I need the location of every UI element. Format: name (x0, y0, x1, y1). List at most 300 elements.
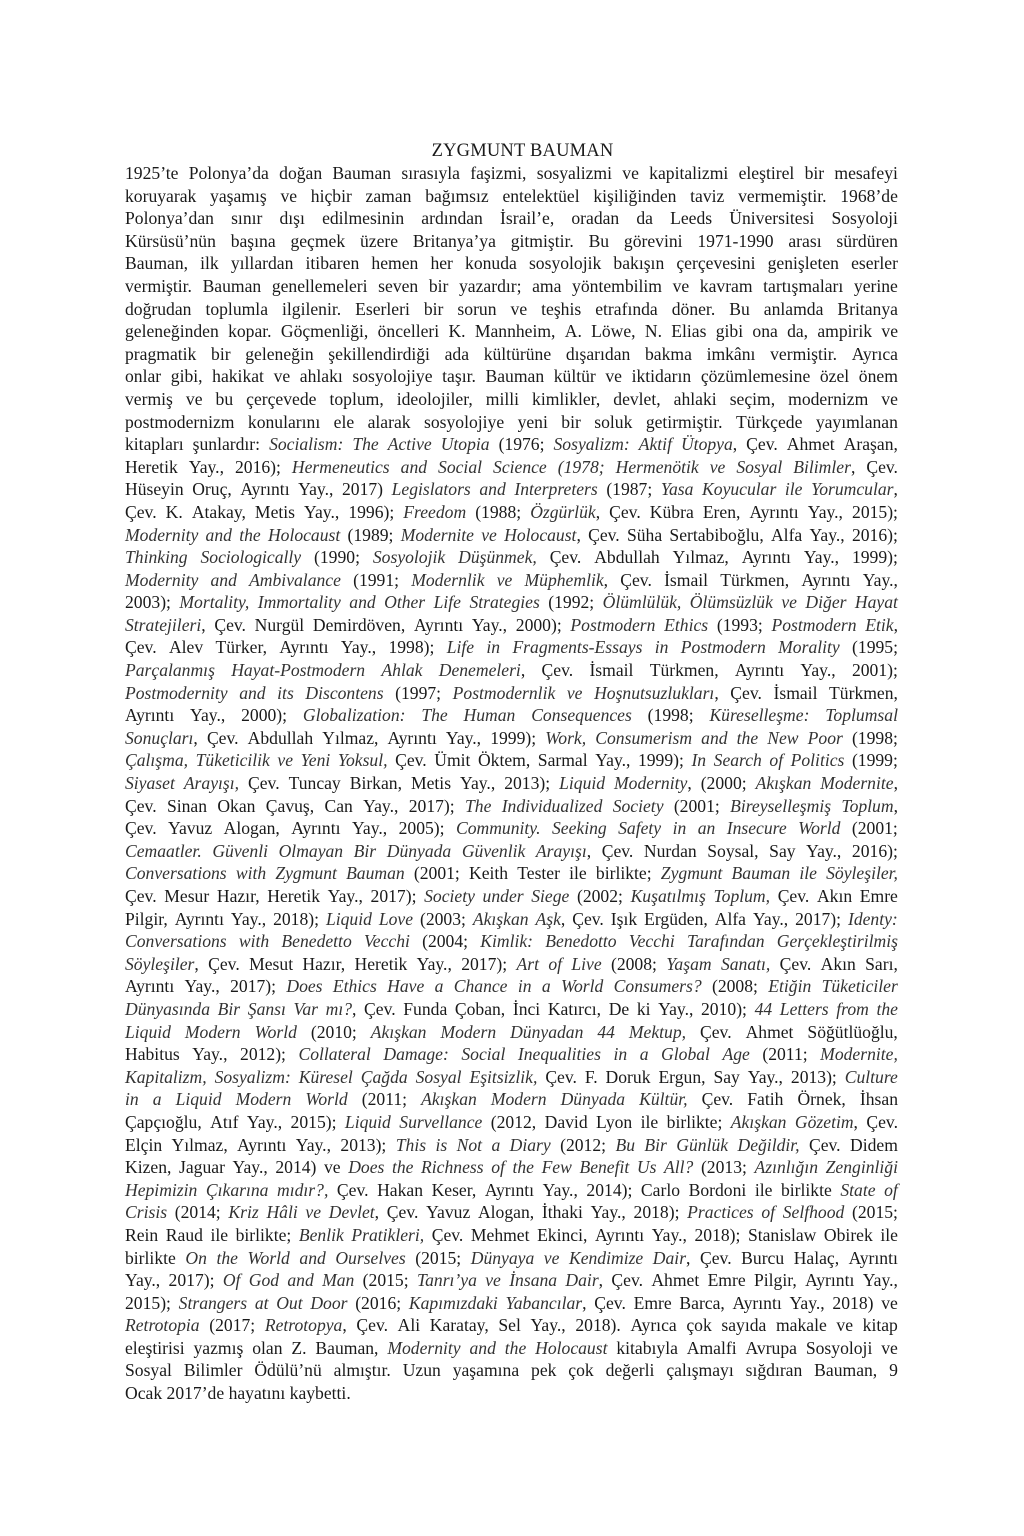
text-line (125, 252, 898, 275)
italic-title: a (152, 1089, 162, 1110)
roman-text: K. (448, 321, 466, 342)
word (730, 682, 762, 705)
roman-text: hayatını (228, 1383, 286, 1404)
word (429, 275, 449, 298)
roman-text: ilgilenir. (282, 298, 342, 319)
italic-title: Social (438, 456, 483, 477)
roman-text: görevini (623, 230, 683, 251)
italic-title: Out (276, 1292, 303, 1313)
italic-title: Live (571, 953, 602, 974)
text-line (125, 456, 898, 479)
roman-text: Yay., (190, 705, 226, 726)
roman-text: Ayrıntı (801, 569, 851, 590)
roman-text: Ergüden, (644, 908, 708, 929)
roman-text: Abdullah (594, 547, 660, 568)
word (125, 1314, 200, 1337)
word (801, 569, 850, 592)
text-line (125, 1134, 898, 1157)
word (210, 185, 267, 208)
roman-text: geleneğinden (125, 321, 219, 342)
word (125, 275, 192, 298)
word (571, 953, 601, 976)
word (537, 162, 612, 185)
roman-text: K. (165, 501, 183, 522)
word (338, 749, 388, 772)
word (701, 998, 747, 1021)
roman-text: 2003); (125, 592, 171, 613)
word (169, 636, 203, 659)
word (353, 569, 399, 592)
word (650, 659, 719, 682)
word (340, 1134, 386, 1157)
text-line (125, 433, 898, 456)
word (371, 885, 417, 908)
word (674, 795, 720, 818)
word (773, 682, 817, 705)
text-line (125, 1314, 898, 1337)
roman-text: Rein (125, 1224, 159, 1245)
word (655, 636, 669, 659)
italic-title: Strategies (469, 592, 540, 613)
roman-text: Sertabiboğlu, (669, 524, 764, 545)
italic-title: Müphemlik (524, 569, 604, 590)
roman-text: çerçevede (246, 388, 317, 409)
word (594, 411, 632, 434)
italic-title: Other (384, 592, 426, 613)
roman-text: (2015; (415, 1247, 462, 1268)
roman-text: (2001; (413, 863, 460, 884)
word (709, 704, 809, 727)
italic-title: Benedetto (281, 931, 352, 952)
roman-text: etrafında (595, 298, 658, 319)
word (462, 840, 526, 863)
word (240, 478, 289, 501)
italic-title: Var (293, 998, 318, 1019)
word (849, 1247, 898, 1270)
italic-title: ve (305, 1202, 322, 1223)
word (272, 275, 368, 298)
word (125, 456, 178, 479)
roman-text: toplum, (329, 388, 384, 409)
roman-text: İsmail (589, 660, 634, 681)
word (729, 298, 750, 321)
word (764, 298, 824, 321)
roman-text: 1998); (388, 637, 435, 658)
word (698, 817, 716, 840)
italic-title: New (767, 727, 799, 748)
word (641, 1179, 680, 1202)
word (609, 998, 630, 1021)
word (679, 1292, 724, 1315)
roman-text: Emre (859, 886, 898, 906)
roman-text: Ayrıntı (805, 1270, 855, 1291)
word (471, 1224, 530, 1247)
italic-title: and (701, 727, 728, 748)
word (636, 207, 653, 230)
italic-title: and (299, 1247, 326, 1268)
word (552, 817, 607, 840)
word (231, 207, 262, 230)
word (778, 885, 810, 908)
italic-title: Practices (687, 1202, 754, 1223)
roman-text: , (603, 569, 609, 590)
italic-title: Akışkan (370, 1021, 427, 1042)
roman-text: çalışmayı (666, 1360, 734, 1381)
word (378, 320, 440, 343)
word (681, 636, 766, 659)
roman-text: Hazır, (216, 886, 260, 906)
word (430, 252, 452, 275)
roman-text: Yay., (800, 660, 836, 681)
roman-text: Jaguar (179, 1157, 225, 1178)
word (379, 908, 413, 931)
roman-text: birlikte; (666, 1111, 723, 1132)
roman-text: imkânı (706, 343, 756, 364)
word (247, 1111, 282, 1134)
word (701, 365, 810, 388)
word (236, 1224, 292, 1247)
italic-title: Retrotopya (264, 1315, 343, 1336)
word (366, 185, 412, 208)
roman-text: , (374, 1202, 380, 1223)
roman-text: Yay., (298, 479, 334, 500)
italic-title: Poor (807, 727, 843, 748)
roman-text: Yay., (806, 840, 842, 861)
italic-title: Letters (779, 998, 829, 1019)
roman-text: Yay., (304, 501, 340, 522)
word (498, 1314, 520, 1337)
roman-text: ve (881, 1337, 898, 1358)
word (778, 636, 840, 659)
roman-text: (2010; (310, 1021, 357, 1042)
word (465, 795, 491, 818)
word (877, 998, 899, 1021)
roman-text: (1997; (395, 682, 442, 703)
word (217, 795, 255, 818)
roman-text: bağımsız (425, 185, 489, 206)
roman-text: (2015; (852, 1202, 898, 1223)
italic-title: Akışkan (755, 773, 812, 794)
italic-title: Zenginliği (825, 1157, 898, 1178)
roman-text: anlamda (763, 298, 824, 319)
roman-text: devlet, (613, 388, 661, 409)
word (502, 795, 603, 818)
roman-text: (2004; (422, 931, 469, 952)
roman-text: Alfa (714, 908, 746, 929)
roman-text: (2011; (361, 1089, 408, 1110)
roman-text: çözümlemesine (700, 366, 811, 387)
word (541, 298, 581, 321)
roman-text: Leeds (670, 208, 713, 229)
roman-text: Yay., (192, 1044, 228, 1065)
roman-text: değerli (605, 1360, 655, 1381)
roman-text: Bu (729, 298, 750, 319)
word (279, 162, 322, 185)
word (125, 1021, 171, 1044)
roman-text: Can (324, 795, 353, 816)
text-line (125, 636, 898, 659)
word (125, 388, 173, 411)
italic-title: Survellance (399, 1111, 483, 1132)
word (806, 840, 841, 863)
roman-text: mesafeyi (834, 163, 898, 183)
word (453, 1359, 519, 1382)
italic-title: Age (722, 1044, 750, 1065)
roman-text: Örnek, (797, 1089, 846, 1110)
word (475, 501, 521, 524)
italic-title: Parçalanmış (125, 660, 215, 681)
italic-title: and (479, 479, 506, 500)
text-line (125, 1292, 898, 1315)
roman-text: entelektüel (502, 185, 580, 206)
word (478, 1201, 534, 1224)
italic-title: Ütopya (680, 434, 733, 455)
word (430, 1314, 489, 1337)
roman-text: Ayrıntı (734, 660, 785, 681)
word (814, 1359, 877, 1382)
text-line (125, 230, 898, 253)
word (387, 1201, 419, 1224)
italic-title: Individualized (501, 795, 603, 816)
roman-text: (1999; (851, 750, 898, 771)
roman-text: Z. (291, 1337, 307, 1358)
word (192, 1043, 227, 1066)
word (710, 456, 726, 479)
roman-text: yazmış (193, 1337, 244, 1358)
word (352, 365, 432, 388)
word (179, 1156, 225, 1179)
italic-title: Akışkan (730, 1111, 787, 1132)
word (863, 569, 898, 592)
italic-title: Kuşatılmış (630, 886, 706, 906)
italic-title: Benedotto (545, 931, 617, 952)
word (491, 1134, 500, 1157)
word (572, 275, 662, 298)
text-line (125, 1224, 898, 1247)
word (125, 298, 191, 321)
italic-title: Freedom (403, 501, 467, 522)
word (664, 1156, 693, 1179)
text-line (125, 411, 898, 434)
word (597, 1021, 615, 1044)
italic-title: Toplum (841, 795, 894, 816)
word (771, 614, 856, 637)
italic-title: Modernity (125, 569, 199, 590)
word (387, 1337, 460, 1360)
italic-title: Identy: (847, 908, 898, 929)
word (280, 207, 305, 230)
roman-text: taviz (690, 185, 725, 206)
italic-title: Life (446, 637, 475, 658)
word (865, 614, 898, 637)
text-line (125, 1382, 898, 1405)
word (703, 501, 741, 524)
roman-text: 2017); (795, 908, 842, 929)
italic-title: Hayat-Postmodern (231, 660, 366, 681)
roman-text: Atakay, (191, 501, 246, 522)
roman-text: Çev. (611, 1270, 644, 1291)
italic-title: Life (433, 592, 461, 613)
roman-text: (2011; (762, 1044, 808, 1065)
roman-text: 2017); (230, 976, 277, 997)
word (125, 1134, 162, 1157)
roman-text: Ödülü’nü (254, 1360, 322, 1381)
italic-title: in (486, 637, 501, 658)
word (627, 524, 662, 547)
text-line (125, 207, 898, 230)
italic-title: Science (493, 456, 547, 477)
roman-text: Hakan (377, 1179, 423, 1200)
word (700, 1247, 732, 1270)
italic-title: Arayışı, (183, 773, 240, 794)
word (125, 682, 228, 705)
word (737, 727, 759, 750)
word (299, 1247, 325, 1270)
word (435, 975, 444, 998)
italic-title: Dünyada (560, 1089, 626, 1110)
word (851, 252, 898, 275)
word (218, 998, 240, 1021)
word (465, 252, 517, 275)
italic-title: Selfhood (782, 1202, 845, 1223)
italic-title: Arayışı (535, 840, 587, 861)
italic-title: Bilimler (793, 456, 851, 477)
word (125, 795, 157, 818)
word (831, 207, 897, 230)
word (542, 975, 551, 998)
word (214, 614, 246, 637)
word (179, 1292, 247, 1315)
roman-text: Stanislaw (747, 1224, 817, 1245)
roman-text: edilmesinin (322, 208, 405, 229)
roman-text: çerçevesini (676, 253, 756, 274)
word (455, 998, 505, 1021)
roman-text: , (352, 998, 357, 1019)
word (363, 795, 398, 818)
word (859, 365, 898, 388)
roman-text: Metis (254, 501, 295, 522)
word (360, 230, 398, 253)
word (733, 1292, 782, 1315)
text-line (125, 275, 898, 298)
roman-text: geleneğin (245, 343, 314, 364)
word (125, 953, 199, 976)
word (606, 1066, 651, 1089)
roman-text: Ümit (434, 750, 471, 771)
word (537, 1224, 587, 1247)
word (748, 1066, 783, 1089)
word (586, 1179, 632, 1202)
word (701, 1156, 747, 1179)
word (542, 1156, 572, 1179)
roman-text: 1999); (637, 750, 684, 771)
italic-title: Not (456, 1134, 483, 1155)
italic-title: (1978; (557, 456, 605, 477)
word (224, 817, 280, 840)
italic-title: Sosyal (736, 456, 783, 477)
italic-title: Art (516, 953, 539, 974)
roman-text: Göçmenliği, (280, 321, 369, 342)
word (216, 1247, 238, 1270)
roman-text: Alfa (770, 524, 803, 545)
word (629, 1021, 686, 1044)
italic-title: Postmodernity (125, 682, 228, 703)
roman-text: ile (640, 1111, 659, 1132)
italic-title: Sonuçları (125, 727, 194, 748)
roman-text: kimlikler, (532, 388, 601, 409)
word (322, 727, 378, 750)
roman-text: öncelleri (377, 321, 440, 342)
word (866, 1111, 898, 1134)
roman-text: A. (564, 321, 582, 342)
roman-text: Çev. (125, 818, 157, 839)
roman-text: Çapçıoğlu, (125, 1111, 202, 1132)
word (732, 862, 791, 885)
word (287, 1269, 313, 1292)
word (490, 727, 536, 750)
text-line (125, 1359, 898, 1382)
word (736, 411, 802, 434)
word (591, 320, 635, 343)
roman-text: ve (622, 163, 639, 183)
roman-text: pek (531, 1360, 557, 1381)
word (754, 1156, 818, 1179)
italic-title: 44 (597, 1021, 615, 1042)
word (125, 546, 188, 569)
roman-text: , (714, 682, 719, 703)
italic-title: in (125, 1089, 139, 1110)
word (780, 998, 829, 1021)
word (713, 1066, 739, 1089)
roman-text: Ekinci, (537, 1224, 588, 1245)
italic-title: Socialism: (269, 434, 344, 455)
word (572, 908, 604, 931)
word (417, 1269, 477, 1292)
roman-text: Ayrıntı (125, 705, 175, 726)
word (125, 478, 184, 501)
word (409, 795, 455, 818)
roman-text: Sosyal (125, 1360, 172, 1381)
word (622, 162, 639, 185)
word (739, 162, 795, 185)
biography-paragraph (125, 162, 898, 1405)
roman-text: Yay., (188, 456, 224, 477)
word (326, 908, 372, 931)
italic-title: Benlik (298, 1224, 344, 1245)
word (594, 546, 659, 569)
roman-text: 2017’de (166, 1383, 225, 1404)
text-line (125, 817, 898, 840)
word (702, 478, 776, 501)
word (125, 840, 202, 863)
word (355, 953, 408, 976)
word (666, 953, 711, 976)
roman-text: pragmatik (125, 343, 197, 364)
word (193, 433, 260, 456)
italic-title: mıdır?, (277, 1179, 329, 1200)
roman-text: ve (185, 388, 203, 409)
word (569, 862, 587, 885)
word (497, 569, 513, 592)
roman-text: gitmiştir. (510, 230, 574, 251)
word (661, 862, 723, 885)
word (196, 749, 270, 772)
italic-title: This (395, 1134, 427, 1155)
italic-title: Hermeneutics (291, 456, 390, 477)
word (535, 908, 565, 931)
word (396, 1134, 426, 1157)
italic-title: Akışkan (421, 1089, 477, 1110)
